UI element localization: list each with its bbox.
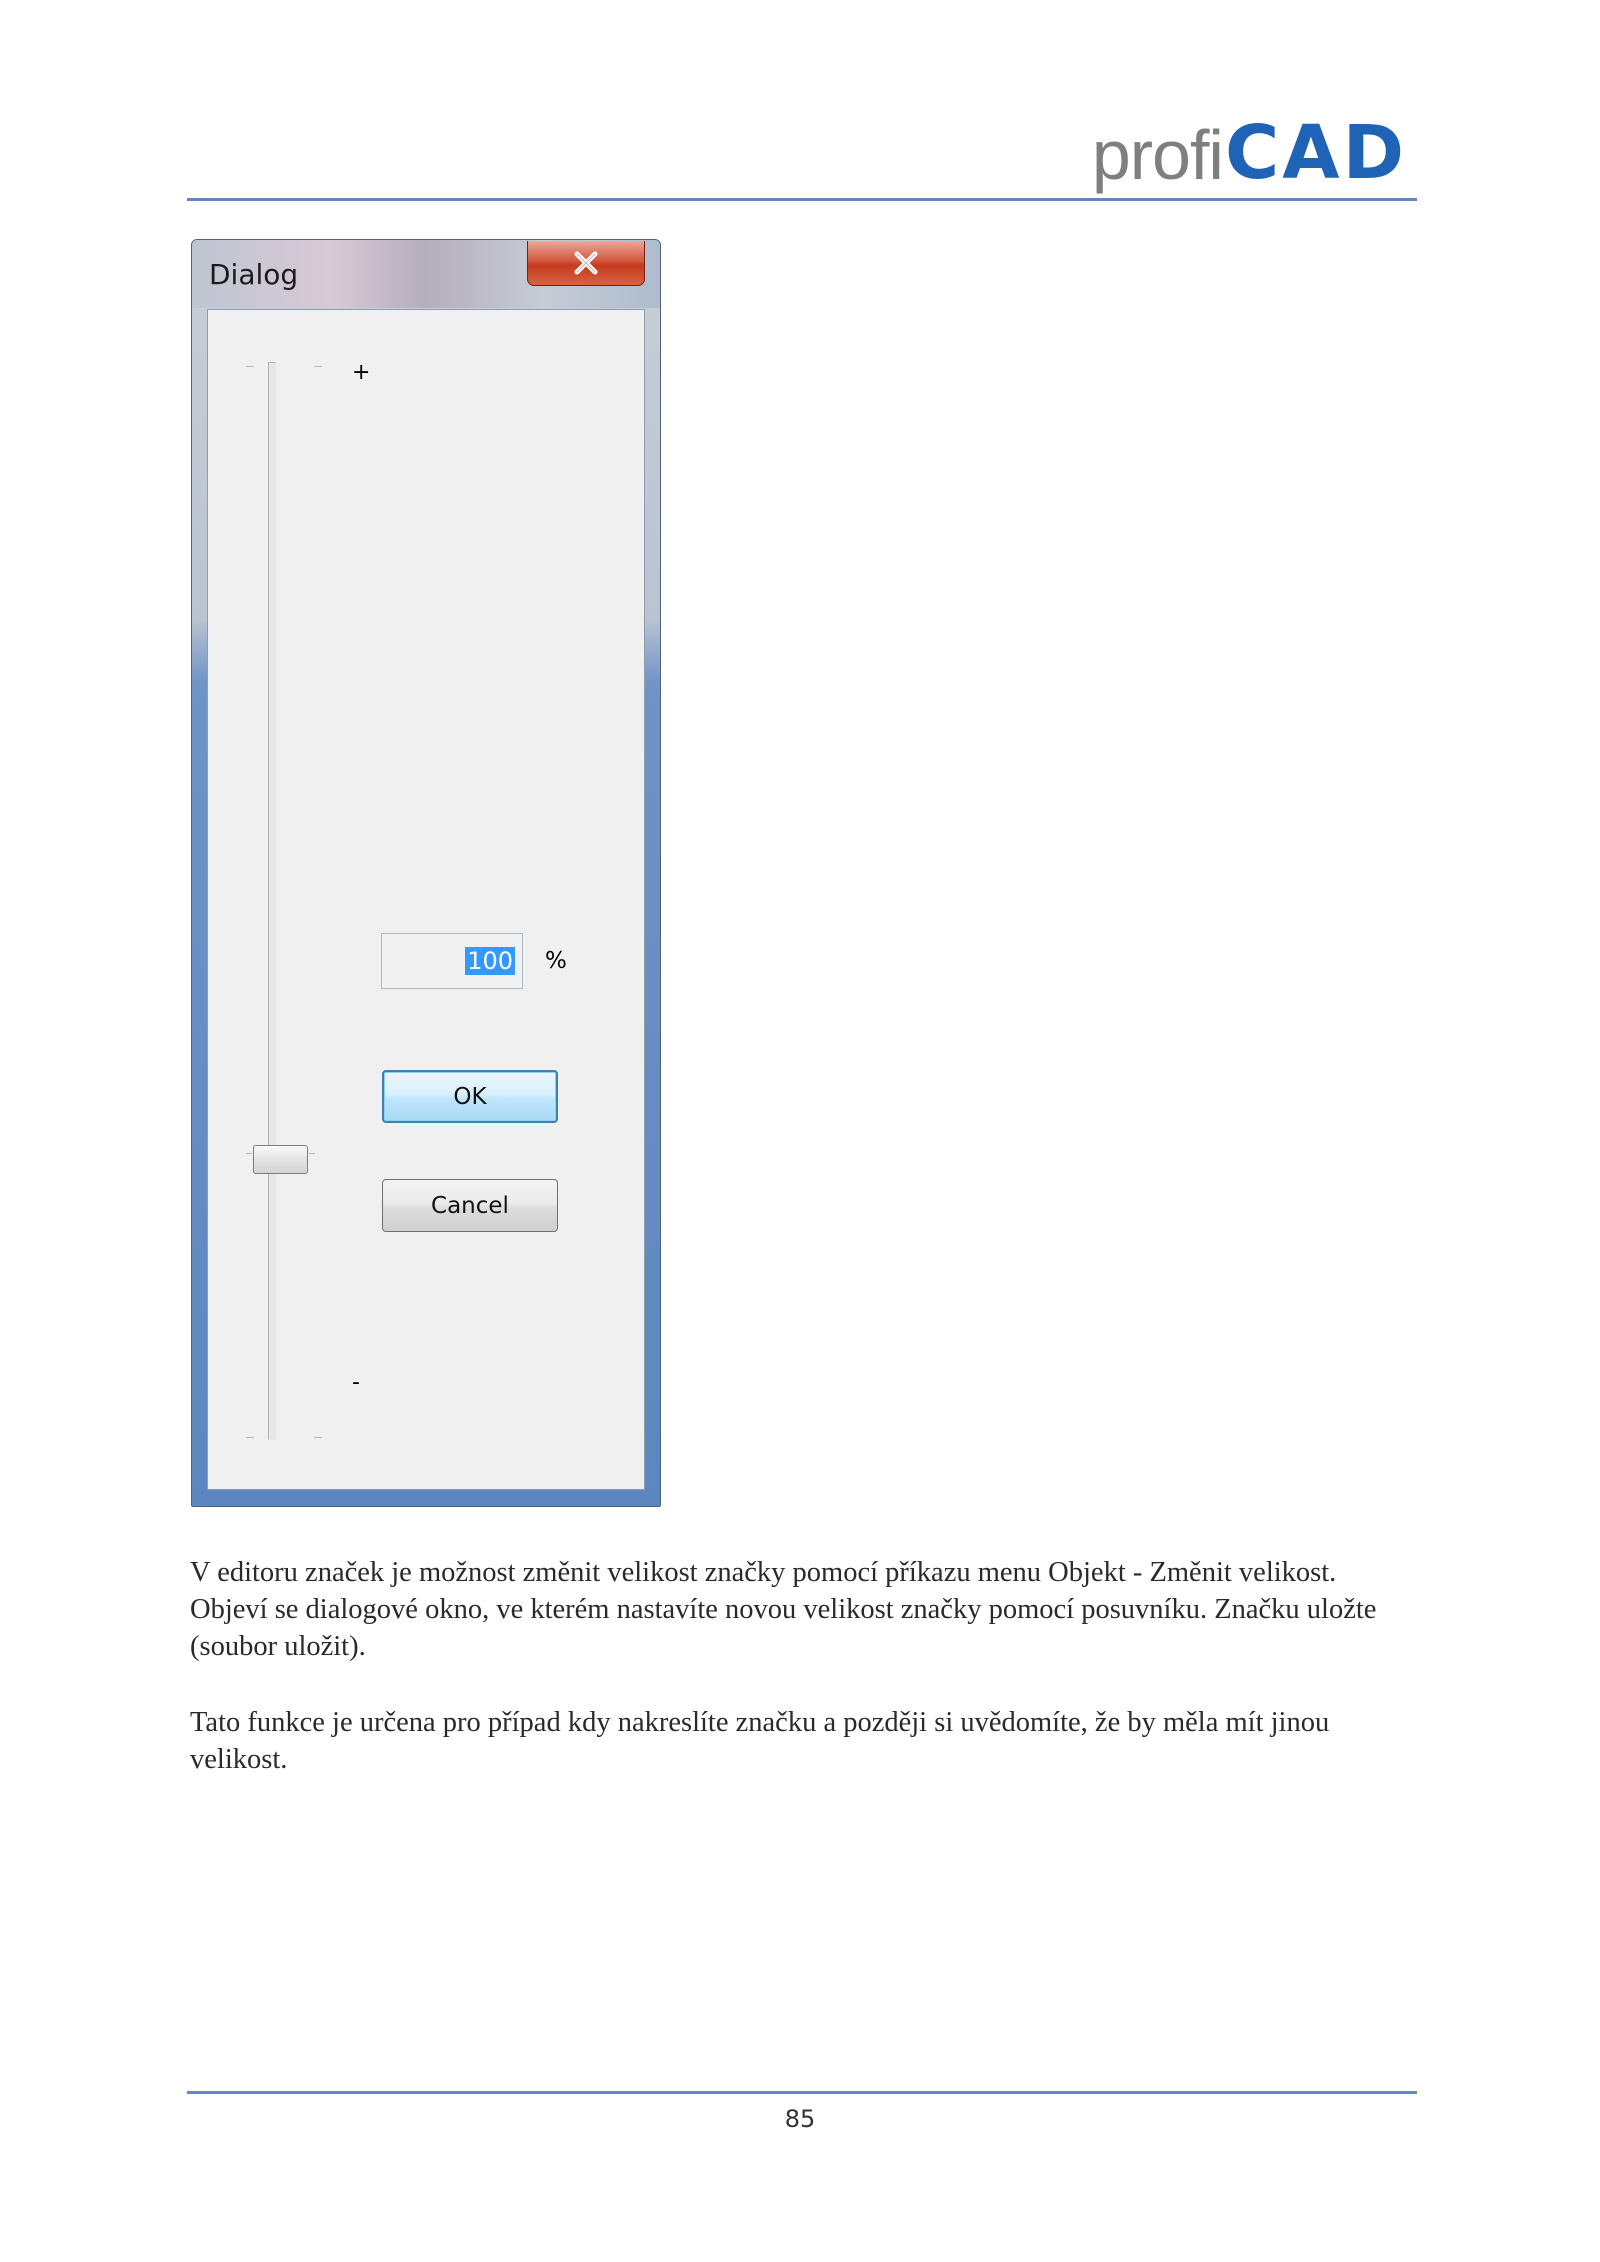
body-paragraph-1: V editoru značek je možnost změnit velikost značky pomocí příkazu menu Objekt - Změnit velikost. Objeví se dialogové okno, ve kterém nastavíte novou velikost značky pomocí posuvníku. Značku uložte (soubor uložit).: [190, 1557, 1377, 1662]
slider-tick: [246, 1153, 252, 1154]
dialog-titlebar[interactable]: [192, 240, 660, 308]
logo-text-profi: profi: [1091, 116, 1223, 194]
page-number: 85: [784, 2105, 816, 2133]
dialog-window: [191, 239, 661, 1507]
close-icon: [571, 251, 601, 275]
slider-tick: [314, 366, 322, 367]
dialog-client-area: [207, 309, 645, 1490]
size-slider-thumb[interactable]: [253, 1145, 308, 1174]
close-button[interactable]: [527, 241, 645, 286]
slider-tick: [309, 1153, 315, 1154]
slider-min-label: -: [352, 1370, 360, 1395]
size-percent-input[interactable]: [381, 933, 523, 989]
footer-divider: [187, 2091, 1417, 2094]
slider-tick: [246, 1437, 254, 1438]
proficad-logo: [1091, 100, 1407, 196]
percent-label: %: [545, 948, 567, 974]
size-percent-value: 100: [467, 946, 513, 975]
cancel-button[interactable]: Cancel: [382, 1179, 558, 1232]
slider-tick: [246, 366, 254, 367]
ok-button[interactable]: OK: [382, 1070, 558, 1123]
slider-tick: [314, 1437, 322, 1438]
header-divider: [187, 198, 1417, 201]
dialog-title: Dialog: [209, 258, 299, 291]
size-slider-track[interactable]: [268, 362, 276, 1440]
body-paragraph-2: Tato funkce je určena pro případ kdy nakreslíte značku a později si uvědomíte, že by měla mít jinou velikost.: [190, 1707, 1330, 1775]
slider-max-label: +: [352, 360, 371, 385]
logo-text-cad: CAD: [1224, 110, 1407, 196]
